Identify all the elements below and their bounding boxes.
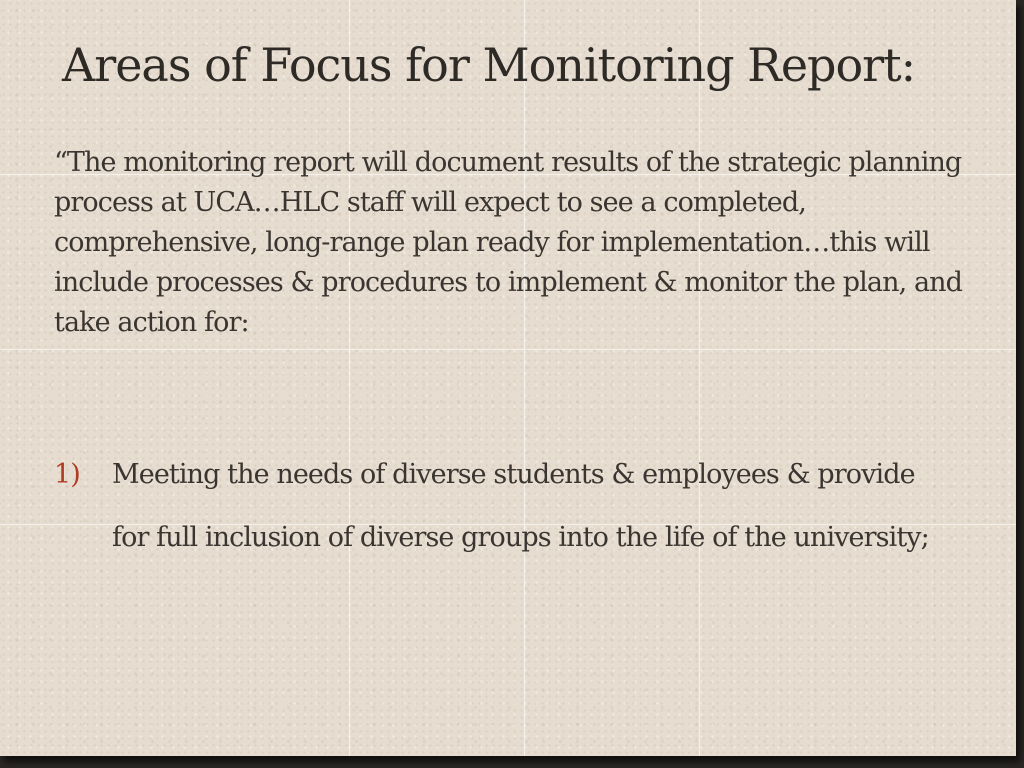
- background-grid-line: [349, 0, 350, 756]
- list-item-text: Meeting the needs of diverse students & employees & provide for full inclusion of diverse groups into the life of the university;: [112, 459, 929, 553]
- background-grid-line: [524, 0, 525, 756]
- slide-title: Areas of Focus for Monitoring Report:: [62, 38, 916, 92]
- focus-list: [54, 453, 954, 569]
- background-grid-line: [699, 0, 700, 756]
- quote-paragraph: “The monitoring report will document results of the strategic planning process at UCA…HLC staff will expect to see a completed, comprehensive, long-range plan ready for implementation…this will include processes & procedures to implement & monitor the plan, and take action for:: [54, 147, 963, 338]
- background-grid-line: [0, 349, 1016, 350]
- list-item: [54, 453, 954, 569]
- list-item-number: 1): [54, 459, 80, 490]
